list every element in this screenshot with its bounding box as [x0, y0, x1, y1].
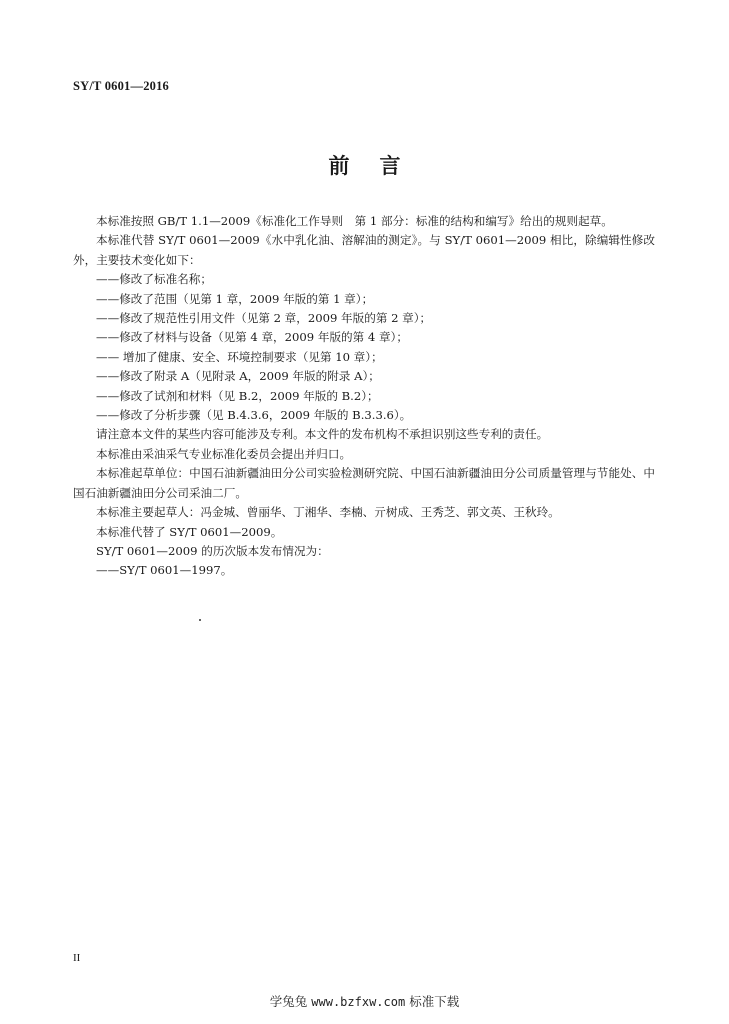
page-title: 前言: [328, 154, 431, 178]
change-item: ——修改了分析步骤（见 B.4.3.6，2009 年版的 B.3.3.6）。: [96, 408, 412, 423]
change-item: ——修改了标准名称；: [96, 272, 212, 287]
paragraph-proposer: 本标准由采油采气专业标准化委员会提出并归口。: [96, 446, 352, 461]
scan-dot: [199, 619, 201, 621]
change-item: ——修改了附录 A（见附录 A，2009 年版的附录 A）；: [96, 369, 380, 384]
change-item: —— 增加了健康、安全、环境控制要求（见第 10 章）；: [96, 349, 383, 364]
footer-watermark: [0, 992, 729, 1010]
paragraph-version-history: SY/T 0601—2009 的历次版本发布情况为：: [96, 543, 329, 558]
document-body: [73, 212, 655, 581]
paragraph-drafting-rules: 本标准按照 GB/T 1.1—2009《标准化工作导则 第 1 部分：标准的结构和编写》给出的规则起草。: [96, 214, 613, 228]
change-item: ——修改了范围（见第 1 章，2009 年版的第 1 章）；: [96, 291, 374, 306]
paragraph-patent-notice: 请注意本文件的某些内容可能涉及专利。本文件的发布机构不承担识别这些专利的责任。: [96, 427, 549, 442]
footer-url[interactable]: www.bzfxw.com: [311, 995, 406, 1009]
paragraph-replaces: 本标准代替 SY/T 0601—2009《水中乳化油、溶解油的测定》。与 SY/T 0601—2009 相比，除编辑性修改外，主要技术变化如下：: [73, 233, 655, 267]
paragraph-replacement: 本标准代替了 SY/T 0601—2009。: [96, 524, 283, 539]
document-code: SY/T 0601—2016: [73, 79, 169, 93]
paragraph-drafting-units: 本标准起草单位：中国石油新疆油田分公司实验检测研究院、中国石油新疆油田分公司质量管理与节能处、中国石油新疆油田分公司采油二厂。: [73, 466, 655, 500]
page-number: II: [73, 952, 81, 964]
version-item: ——SY/T 0601—1997。: [96, 563, 233, 578]
footer-site-name: 学兔兔: [269, 994, 308, 1009]
change-item: ——修改了规范性引用文件（见第 2 章，2009 年版的第 2 章）；: [96, 311, 432, 326]
footer-tagline: 标准下载: [409, 994, 460, 1009]
paragraph-drafters: 本标准主要起草人：冯金城、曾丽华、丁湘华、李楠、亓树成、王秀芝、郭文英、王秋玲。: [96, 505, 560, 520]
change-item: ——修改了试剂和材料（见 B.2，2009 年版的 B.2）；: [96, 388, 379, 403]
change-item: ——修改了材料与设备（见第 4 章，2009 年版的第 4 章）；: [96, 330, 408, 345]
